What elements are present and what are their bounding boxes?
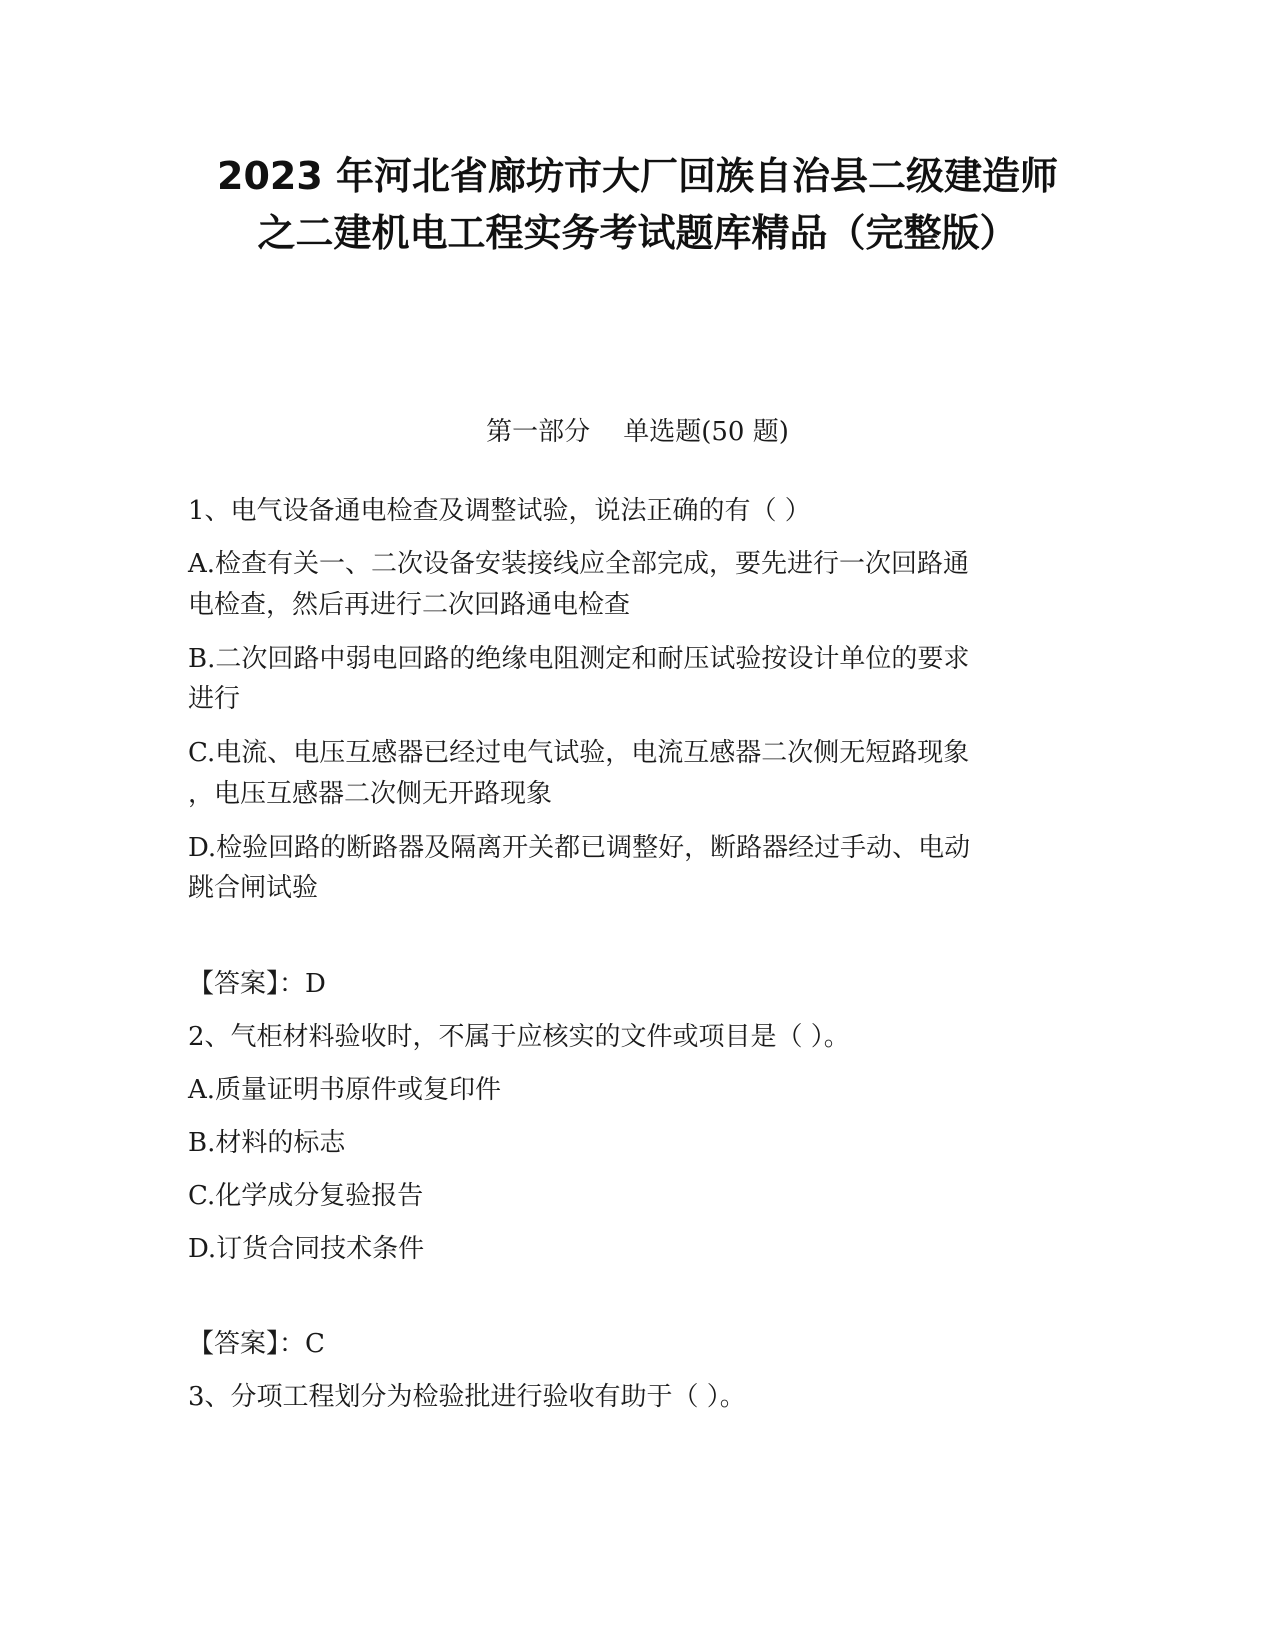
question-1-answer: 【答案】：D (188, 969, 326, 999)
title-line-2: 之二建机电工程实务考试题库精品（完整版） (257, 211, 1018, 255)
question-1-option-d-line-1: D.检验回路的断路器及隔离开关都已调整好，断路器经过手动、电动 (188, 833, 971, 863)
question-2-stem: 2、气柜材料验收时，不属于应核实的文件或项目是（ ）。 (188, 1022, 850, 1052)
question-2-option-c: C.化学成分复验报告 (188, 1181, 424, 1211)
question-1-option-a-line-1: A.检查有关一、二次设备安装接线应全部完成，要先进行一次回路通 (188, 549, 970, 579)
question-1-option-c-line-2: ，电压互感器二次侧无开路现象 (188, 779, 553, 809)
question-1-option-c-line-1: C.电流、电压互感器已经过电气试验，电流互感器二次侧无短路现象 (188, 738, 970, 768)
question-2-answer: 【答案】：C (188, 1329, 325, 1359)
question-1-stem: 1、电气设备通电检查及调整试验，说法正确的有（ ） (188, 496, 811, 526)
title-line-1: 2023 年河北省廊坊市大厂回族自治县二级建造师 (217, 154, 1058, 198)
question-2-option-b: B.材料的标志 (188, 1128, 346, 1158)
question-1-option-b-line-1: B.二次回路中弱电回路的绝缘电阻测定和耐压试验按设计单位的要求 (188, 644, 970, 674)
question-1-option-b-line-2: 进行 (188, 684, 241, 714)
document-title (150, 148, 1125, 262)
question-1-option-d-line-2: 跳合闸试验 (188, 873, 319, 903)
question-2-option-a: A.质量证明书原件或复印件 (188, 1075, 502, 1105)
question-1-option-a-line-2: 电检查，然后再进行二次回路通电检查 (188, 590, 631, 620)
section-heading: 第一部分 单选题(50 题) (486, 417, 789, 447)
question-3-stem: 3、分项工程划分为检验批进行验收有助于（ ）。 (188, 1382, 746, 1412)
question-2-option-d: D.订货合同技术条件 (188, 1234, 425, 1264)
